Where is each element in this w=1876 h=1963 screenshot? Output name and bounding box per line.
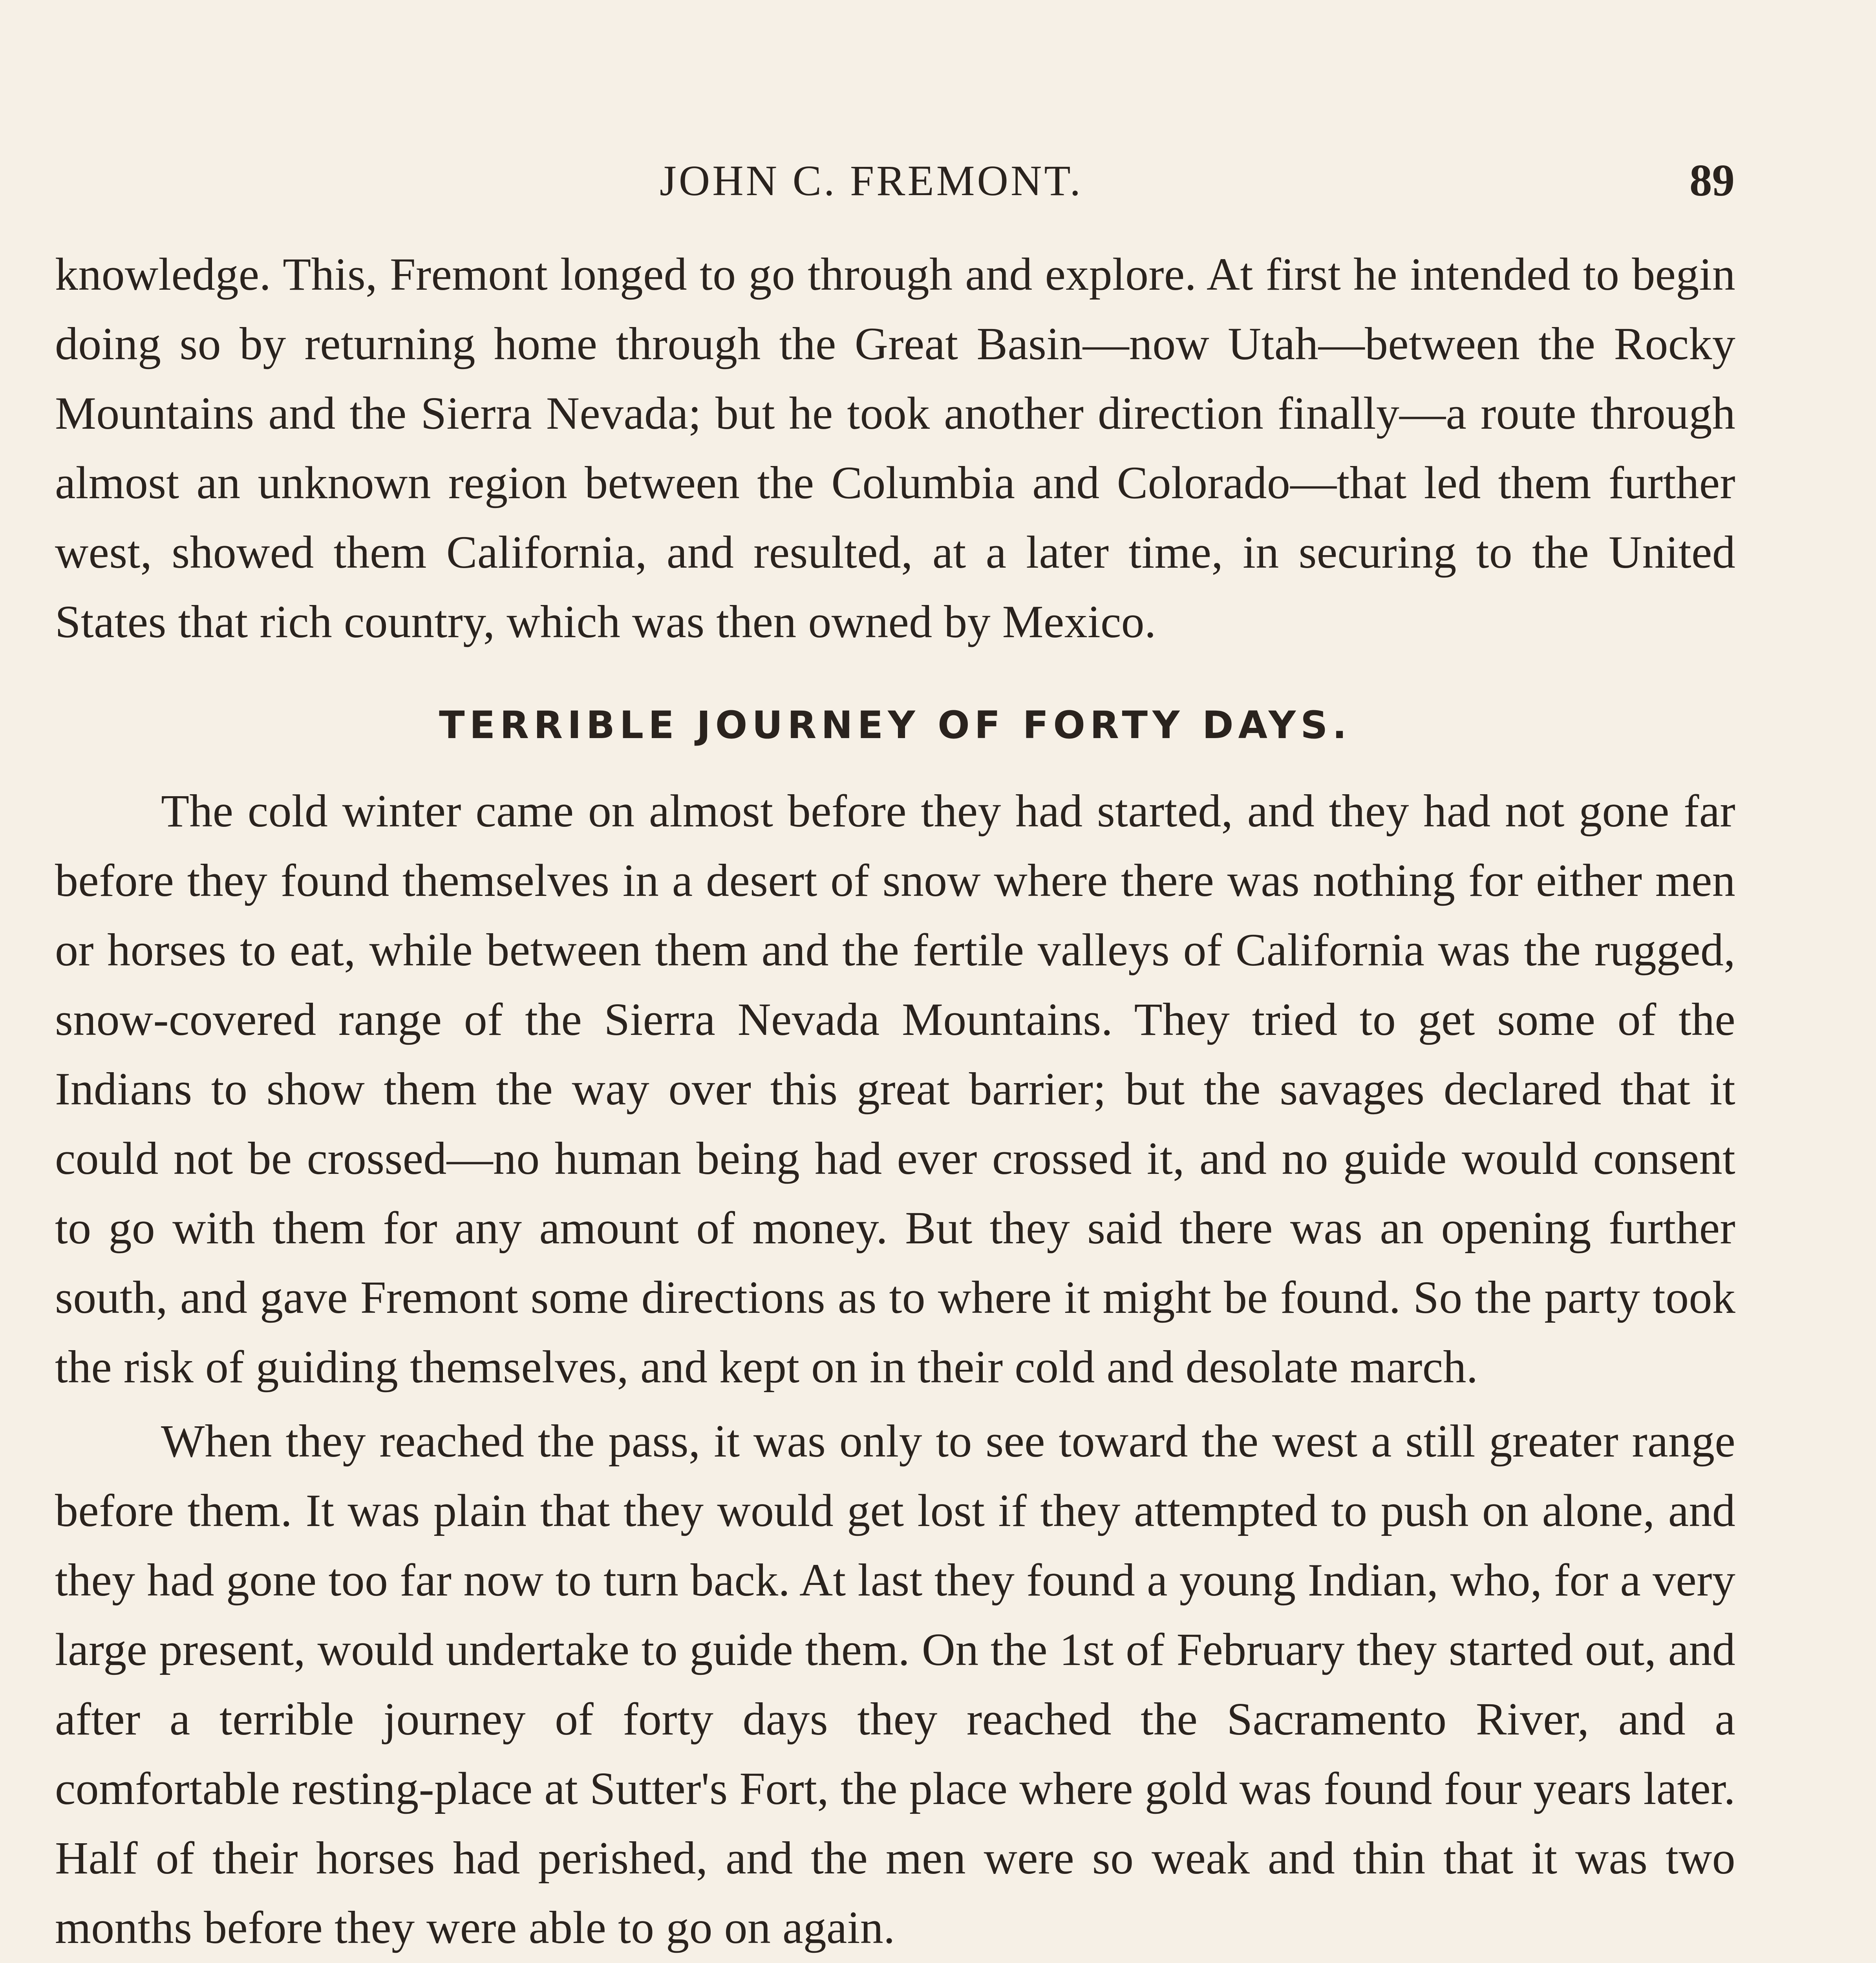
page-number: 89 xyxy=(1689,155,1735,205)
section-heading: TERRIBLE JOURNEY OF FORTY DAYS. xyxy=(439,703,1351,747)
running-head-title: JOHN C. FREMONT. xyxy=(660,157,1083,205)
paragraph-continuation: knowledge. This, Fremont longed to go through and explore. At first he intended to begin doing so by returning home through the Great Basin—now Utah—between the Rocky Mountains and the Sierra Nevada; but he took another direction finally—a route through almost an unknown region between the Columbia and Colorado—that led them further west, showed them California, and resulted, at a later time, in securing to the United States that rich country, which was then owned by Mexico. xyxy=(55,249,1735,647)
paragraph-pass: When they reached the pass, it was only to see toward the west a still greater range before them. It was plain that they would get lost if they attempted to push on alone, and they had gone too far now to turn back. At last they found a young Indian, who, for a very large present, would undertake to guide them. On the 1st of February they started out, and after a terrible journey of forty days they reached the Sacramento River, and a comfortable resting-place at Sutter's Fort, the place where gold was found four years later. Half of their horses had perished, and the men were so weak and thin that it was two months before they were able to go on again. xyxy=(55,1415,1735,1953)
paragraph-winter: The cold winter came on almost before they had started, and they had not gone far before they found themselves in a desert of snow where there was nothing for either men or horses to eat, while between them and the fertile valleys of California was the rugged, snow-covered range of the Sierra Nevada Mountains. They tried to get some of the Indians to show them the way over this great barrier; but the savages declared that it could not be crossed—no human being had ever crossed it, and no guide would consent to go with them for any amount of money. But they said there was an opening further south, and gave Fremont some directions as to where it might be found. So the party took the risk of guiding themselves, and kept on in their cold and desolate march. xyxy=(55,785,1735,1393)
running-head xyxy=(0,149,1876,212)
body-text xyxy=(55,239,1735,1963)
